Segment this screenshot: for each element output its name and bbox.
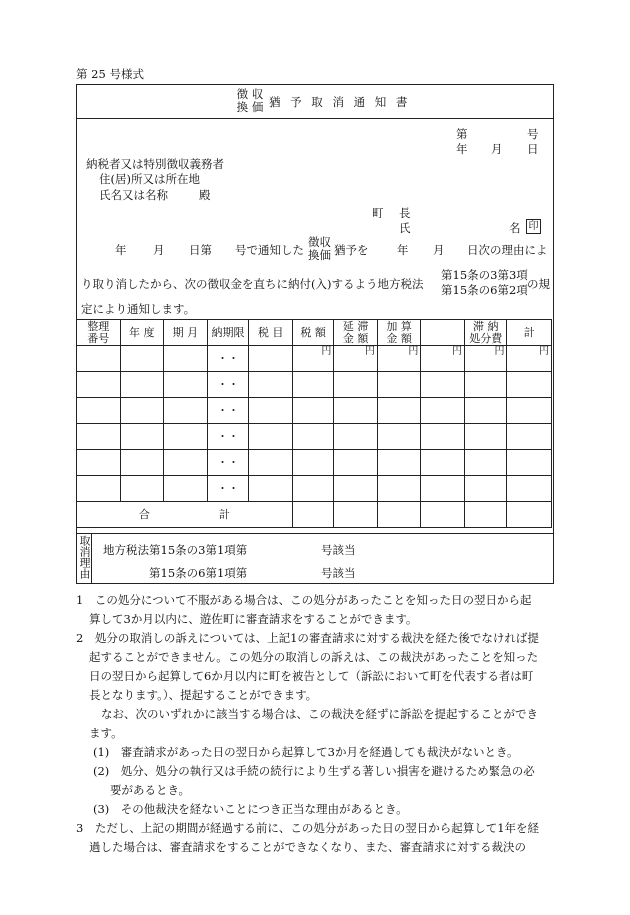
divider	[77, 118, 553, 119]
header-tsuki: 月	[491, 142, 503, 156]
date-dots: ・・	[207, 450, 249, 476]
law-stack: 第15条の3第3項 第15条の6第2項	[441, 268, 528, 297]
recipient-line1: 納税者又は特別徴収義務者	[86, 157, 224, 171]
body-l1-a: 年	[115, 243, 127, 257]
note-2-cont: 起することができません。この処分の取消しの訴えは、この裁決があったことを知った	[89, 650, 539, 664]
table-row	[77, 398, 552, 424]
header-zeimoku: 税 目	[249, 320, 293, 346]
header-go: 号	[527, 127, 539, 141]
body-l1-g: 月	[433, 243, 445, 257]
header-hi: 日	[527, 142, 539, 156]
recipient-line3: 氏名又は名称	[99, 188, 168, 202]
note-2-nao-cont: ます。	[89, 726, 123, 740]
header-kasankin: 加 算 金 額	[377, 320, 421, 346]
reason-line1: 地方税法第15条の3第1項第	[103, 543, 248, 557]
sender-town: 町	[372, 206, 384, 220]
header-dai: 第	[456, 127, 468, 141]
body-l1-d: 号で通知した	[235, 243, 304, 257]
subnote-2: (2) 処分、処分の執行又は手続の続行により生ずる著しい損害を避けるため緊急の必	[93, 764, 535, 778]
yen-unit: 円	[464, 346, 507, 372]
tax-table	[76, 319, 552, 528]
header-shobunhi: 滞 納 処分費	[464, 320, 507, 346]
note-1: 1 この処分について不服がある場合は、この処分があったことを知った日の翌日から起	[76, 593, 532, 607]
note-1-cont: 算して3か月以内に、遊佐町に審査請求をすることができます。	[89, 612, 418, 626]
note-3: 3 ただし、上記の期間が経過する前に、この処分があった日の翌日から起算して1年を経	[76, 821, 540, 835]
title-stack: 徴 収 換 価	[236, 87, 264, 114]
yen-unit: 円	[377, 346, 421, 372]
table-total-row	[77, 502, 552, 528]
body-l2-b: の規	[527, 277, 550, 291]
reason-label-box	[77, 533, 92, 584]
seal-box: 印	[526, 218, 541, 234]
header-kei: 計	[507, 320, 552, 346]
header-kigetsu: 期 月	[164, 320, 208, 346]
subnote-1: (1) 審査請求があった日の翌日から起算して3か月を経過しても裁決がないとき。	[93, 745, 519, 759]
body-l1-h: 日次の理由によ	[467, 243, 548, 257]
sender-mei: 名	[509, 221, 521, 235]
header-nokigen: 納期限	[207, 320, 249, 346]
body-l1-e: 猶予を	[334, 243, 369, 257]
body-l1-b: 月	[153, 243, 165, 257]
date-dots: ・・	[207, 398, 249, 424]
sender-chief: 長	[399, 206, 411, 220]
note-3-cont: 過した場合は、審査請求をすることができなくなり、また、審査請求に対する裁決の	[89, 840, 526, 854]
reason-line2: 第15条の6第1項第	[149, 566, 248, 580]
date-dots: ・・	[207, 346, 249, 372]
header-seiri: 整理 番号	[77, 320, 121, 346]
form-number: 第 25 号様式	[76, 67, 144, 81]
reason-line1-suffix: 号該当	[321, 543, 356, 557]
body-l1-f: 年	[397, 243, 409, 257]
header-nendo: 年 度	[120, 320, 164, 346]
note-2-cont: 長となります。）、提起することができます。	[89, 688, 318, 702]
table-header-row	[77, 320, 552, 346]
page-title: 猶 予 取 消 通 知 書	[269, 95, 411, 109]
table-row	[77, 372, 552, 398]
date-dots: ・・	[207, 372, 249, 398]
reason-line2-suffix: 号該当	[321, 566, 356, 580]
subnote-3: (3) その他裁決を経ないことにつき正当な理由があるとき。	[93, 802, 408, 816]
recipient-line2: 住(居)所又は所在地	[99, 172, 200, 186]
divider	[77, 533, 553, 534]
total-label: 合 計	[77, 502, 293, 528]
note-2: 2 処分の取消しの訴えについては、上記1の審査請求に対する裁決を経た後でなければ提	[76, 631, 539, 645]
header-blank	[421, 320, 465, 346]
table-row	[77, 424, 552, 450]
recipient-honorific: 殿	[199, 188, 211, 202]
note-2-cont: 日の翌日から起算して6か月以内に町を被告として（訴訟において町を代表する者は町	[89, 669, 534, 683]
yen-unit: 円	[292, 346, 334, 372]
subnote-2-cont: 要があるとき。	[110, 783, 191, 797]
reason-label: 取消理由	[78, 535, 91, 579]
body-l3: 定により通知します。	[81, 302, 196, 316]
note-2-nao: なお、次のいずれかに該当する場合は、この裁決を経ずに訴訟を提起することができ	[101, 707, 538, 721]
date-dots: ・・	[207, 476, 249, 502]
date-dots: ・・	[207, 424, 249, 450]
yen-unit: 円	[334, 346, 378, 372]
header-entaikin: 延 滞 金 額	[334, 320, 378, 346]
yen-unit: 円	[507, 346, 552, 372]
header-zeigaku: 税 額	[292, 320, 334, 346]
table-row	[77, 476, 552, 502]
header-nen: 年	[456, 142, 468, 156]
sender-shi: 氏	[399, 221, 411, 235]
body-l2-a: り取り消したから、次の徴収金を直ちに納付(入)するよう地方税法	[81, 277, 424, 291]
table-row	[77, 346, 552, 372]
table-row	[77, 450, 552, 476]
body-l1-c: 日第	[189, 243, 212, 257]
notice-form	[76, 84, 554, 584]
yen-unit: 円	[421, 346, 465, 372]
body-stack: 徴収 換価	[308, 235, 331, 262]
